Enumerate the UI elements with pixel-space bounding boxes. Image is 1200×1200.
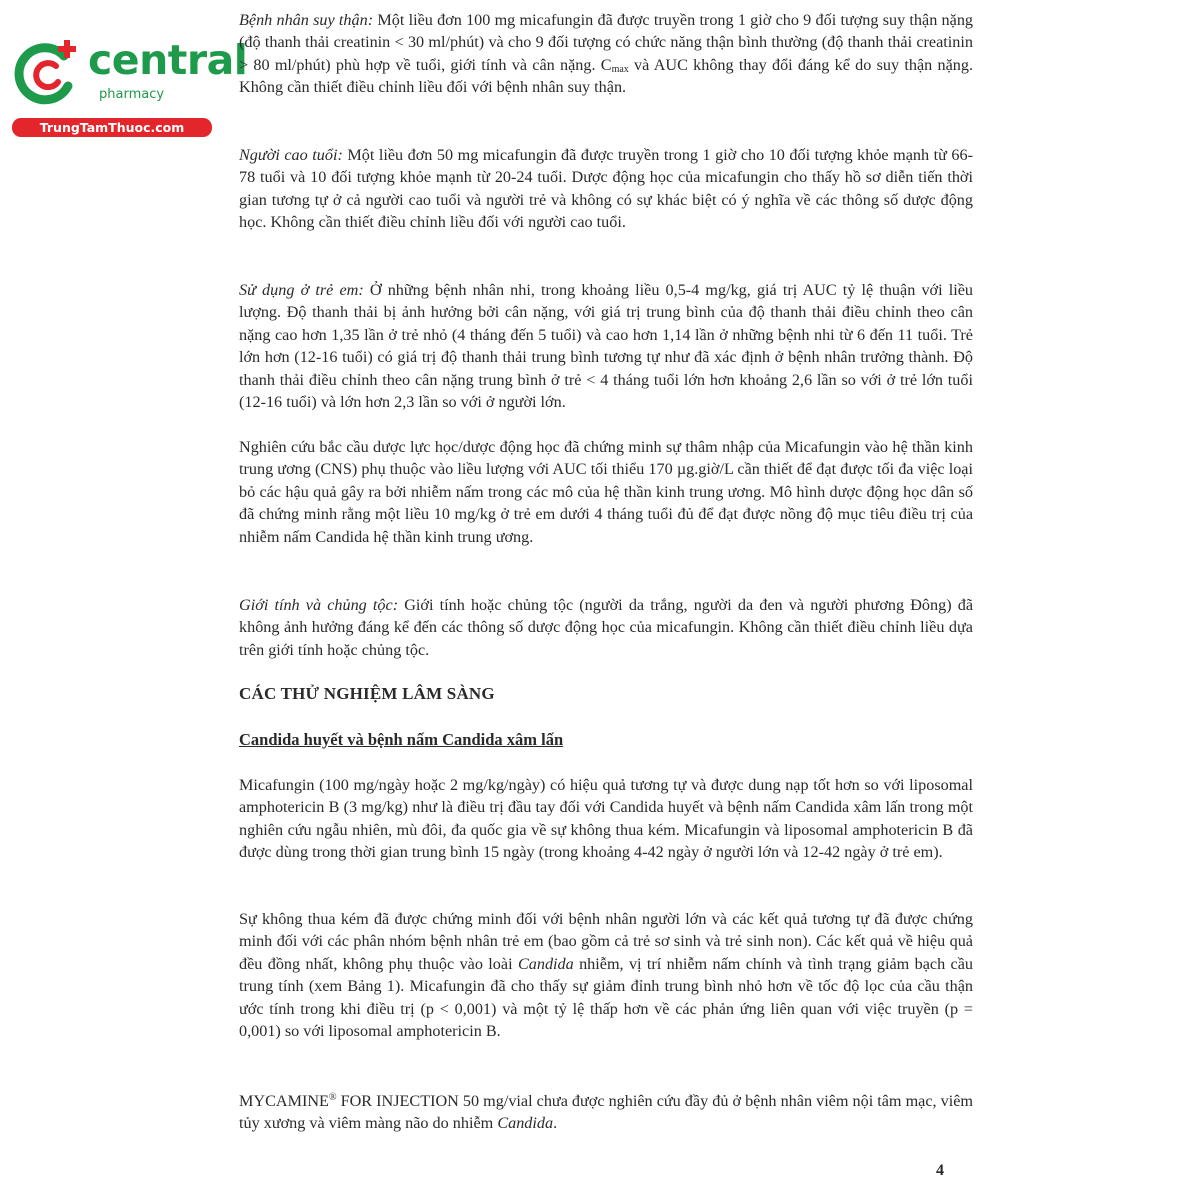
elderly-paragraph: [239, 144, 973, 234]
gender-paragraph: [239, 594, 973, 661]
clinical-p3-text-b: FOR INJECTION 50 mg/vial chưa được nghiên cứu đầy đủ ở bệnh nhân viêm nội tâm mạc, viêm tủy xương và viêm màng não do nhiễm: [239, 1092, 973, 1133]
clinical-p3-text-c: .: [553, 1114, 558, 1133]
clinical-paragraph-2: [239, 908, 973, 1042]
clinical-paragraph-1: [239, 774, 973, 864]
bridging-text: Nghiên cứu bắc cầu dược lực học/dược động học đã chứng minh sự thâm nhập của Micafungin vào hệ thần kinh trung ương (CNS) phụ thuộc vào liều lượng với AUC tối thiểu 170 µg.giờ/L cần thiết để đạt được tối đa việc loại bỏ các hậu quả gây ra bởi nhiễm nấm trong các mô của hệ thần kinh trung ương. Mô hình dược động học dân số đã chứng minh rằng một liều 10 mg/kg ở trẻ em dưới 4 tháng tuổi đủ để đạt được nồng độ mục tiêu điều trị của nhiễm nấm Candida hệ thần kinh trung ương.: [239, 438, 973, 546]
gender-label: Giới tính và chủng tộc:: [239, 596, 399, 614]
clinical-p2-text-a: Sự không thua kém đã được chứng minh đối với bệnh nhân người lớn và các kết quả tương tự đã được chứng minh đối với các phân nhóm bệnh nhân trẻ em (bao gồm cả trẻ sơ sinh và trẻ sinh non). Các kết quả về hiệu quả đều đồng nhất, không phụ thuộc vào loài: [239, 910, 973, 973]
logo-brand-text: central: [88, 36, 248, 84]
pharmacy-logo-icon: [10, 36, 84, 110]
mycamine-name: MYCAMINE: [239, 1092, 329, 1110]
bridging-paragraph: [239, 436, 973, 548]
candida-subheading: Candida huyết và bệnh nấm Candida xâm lấn: [239, 730, 564, 749]
elderly-label: Người cao tuổi:: [239, 146, 343, 164]
clinical-paragraph-3: [239, 1090, 973, 1135]
candida-italic: Candida: [517, 954, 574, 973]
renal-paragraph: [239, 9, 973, 99]
pediatric-paragraph: [239, 279, 973, 413]
pediatric-text: Ở những bệnh nhân nhi, trong khoảng liều 0,5-4 mg/kg, giá trị AUC tỷ lệ thuận với liều lượng. Độ thanh thải bị ảnh hưởng bởi cân nặng, với giá trị trung bình của độ thanh thải điều chỉnh theo cân nặng cao hơn 1,35 lần ở trẻ nhỏ (4 tháng đến 5 tuổi) và cao hơn 1,14 lần ở những bệnh nhi từ 6 đến 11 tuổi. Trẻ lớn hơn (12-16 tuổi) có giá trị độ thanh thải trung bình tương tự như đã xác định ở bệnh nhân trưởng thành. Độ thanh thải điều chỉnh theo cân nặng trung bình ở trẻ < 4 tháng tuổi lớn hơn khoảng 2,6 lần so với ở trẻ lớn tuổi (12-16 tuổi) và lớn hơn 2,3 lần so với ở người lớn.: [239, 281, 974, 412]
clinical-p2-text-b: nhiễm, vị trí nhiễm nấm chính và tình trạng giảm bạch cầu trung tính (xem Bảng 1). Micafungin đã cho thấy sự giảm đỉnh trung bình nhỏ hơn về tốc độ lọc của cầu thận ước tính trong khi điều trị (p < 0,001) và một tỷ lệ thấp hơn về các phản ứng liên quan với việc truyền (p = 0,001) so với liposomal amphotericin B.: [239, 954, 973, 1041]
renal-label: Bệnh nhân suy thận:: [239, 11, 374, 29]
logo-sub-text: pharmacy: [99, 87, 165, 102]
registered-mark: ®: [328, 1092, 337, 1103]
logo-url-badge[interactable]: TrungTamThuoc.com: [12, 118, 212, 137]
central-pharmacy-logo: [10, 36, 248, 140]
clinical-trials-heading: CÁC THỬ NGHIỆM LÂM SÀNG: [239, 684, 495, 703]
pediatric-label: Sử dụng ở trẻ em:: [239, 281, 364, 299]
elderly-text: Một liều đơn 50 mg micafungin đã được truyền trong 1 giờ cho 10 đối tượng khỏe mạnh từ 66-78 tuổi và 10 đối tượng khỏe mạnh từ 20-24 tuổi. Dược động học của micafungin cho thấy hồ sơ diễn tiến thời gian tương tự ở cả người cao tuổi và người trẻ và không có sự khác biệt có ý nghĩa về các thông số dược động học. Không cần thiết điều chỉnh liều đối với người cao tuổi.: [239, 146, 973, 232]
cmax-subscript: max: [611, 63, 629, 75]
clinical-p1-text: Micafungin (100 mg/ngày hoặc 2 mg/kg/ngày) có hiệu quả tương tự và được dung nạp tốt hơn so với liposomal amphotericin B (3 mg/kg) như là điều trị đầu tay đối với Candida huyết và bệnh nấm Candida xâm lấn trong một nghiên cứu ngẫu nhiên, mù đôi, đa quốc gia về sự không thua kém. Micafungin và liposomal amphotericin B đã được dùng trong thời gian trung bình 15 ngày (trong khoảng 4-42 ngày ở người lớn và 12-42 ngày ở trẻ em).: [239, 776, 973, 862]
renal-text-a: Một liều đơn 100 mg micafungin đã được truyền trong 1 giờ cho 9 đối tượng suy thận nặng (độ thanh thải creatinin < 30 ml/phút) và cho 9 đối tượng có chức năng thận bình thường (độ thanh thải creatinin > 80 ml/phút) phù hợp về tuổi, giới tính và cân nặng. C: [239, 11, 974, 74]
renal-text-b: và AUC không thay đổi đáng kể do suy thận nặng. Không cần thiết điều chỉnh liều đối với bệnh nhân suy thận.: [239, 55, 974, 97]
page-number: 4: [936, 1162, 944, 1179]
candida-italic-2: Candida: [497, 1114, 554, 1133]
gender-text: Giới tính hoặc chủng tộc (người da trắng, người da đen và người phương Đông) đã không ảnh hưởng đáng kể đến các thông số dược động học của micafungin. Không cần thiết điều chỉnh liều dựa trên giới tính hoặc chủng tộc.: [239, 596, 973, 659]
